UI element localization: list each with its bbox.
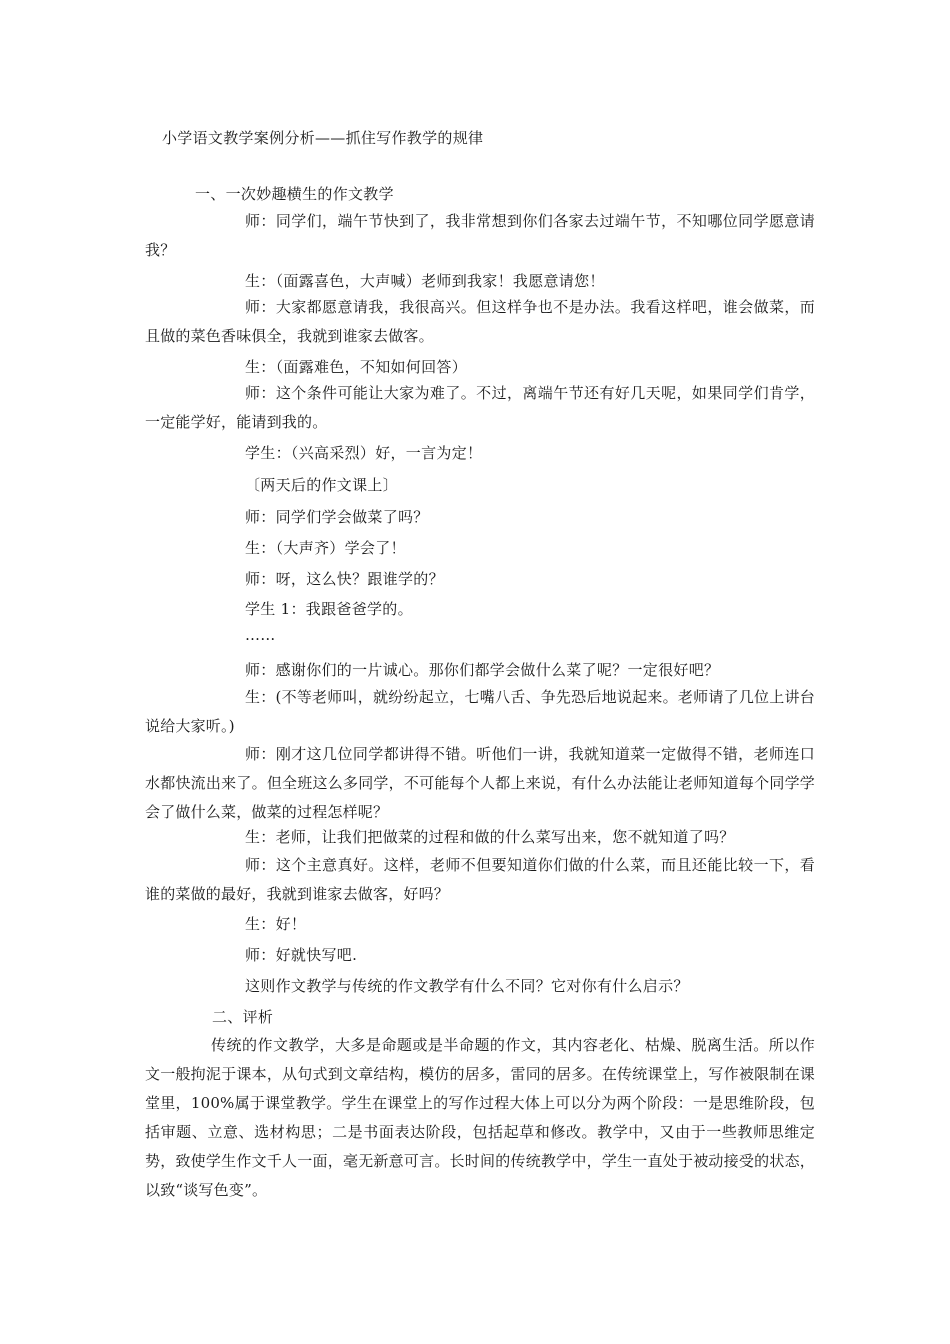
paragraph: 师：这个条件可能让大家为难了。不过，离端午节还有好几天呢，如果同学们肯学，一定能学好，能请到我的。	[145, 384, 815, 431]
paragraph: 师：感谢你们的一片诚心。那你们都学会做什么菜了呢？一定很好吧？	[245, 661, 720, 679]
paragraph: 师：刚才这几位同学都讲得不错。听他们一讲，我就知道菜一定做得不错，老师连口水都快流出来了。但全班这么多同学，不可能每个人都上来说，有什么办法能让老师知道每个同学学会了做什么菜，做菜的过程怎样呢？	[145, 745, 815, 821]
paragraph: 师：同学们学会做菜了吗？	[245, 508, 429, 526]
section-heading-2: 二、评析	[212, 1008, 274, 1026]
paragraph: 学生：（兴高采烈）好，一言为定！	[245, 444, 483, 462]
paragraph: 师：同学们，端午节快到了，我非常想到你们各家去过端午节，不知哪位同学愿意请我？	[145, 212, 815, 259]
paragraph: 学生 1：我跟爸爸学的。	[245, 600, 413, 618]
paragraph: 师：好就快写吧.	[245, 946, 358, 964]
document-title: 小学语文教学案例分析——抓住写作教学的规律	[162, 129, 484, 147]
paragraph: 〔两天后的作文课上〕	[245, 476, 399, 494]
paragraph: 生：（面露难色，不知如何回答）	[245, 358, 468, 376]
paragraph: 这则作文教学与传统的作文教学有什么不同？它对你有什么启示？	[245, 977, 689, 995]
paragraph: 师：这个主意真好。这样，老师不但要知道你们做的什么菜，而且还能比较一下，看谁的菜做的最好，我就到谁家去做客，好吗？	[145, 856, 815, 903]
paragraph: 师：大家都愿意请我，我很高兴。但这样争也不是办法。我看这样吧，谁会做菜，而且做的菜色香味俱全，我就到谁家去做客。	[145, 298, 815, 345]
paragraph: 生：老师，让我们把做菜的过程和做的什么菜写出来，您不就知道了吗？	[245, 828, 735, 846]
paragraph: 师：呀，这么快？跟谁学的？	[245, 570, 444, 588]
paragraph: 生：（大声齐）学会了！	[245, 539, 406, 557]
paragraph: 传统的作文教学，大多是命题或是半命题的作文，其内容老化、枯燥、脱离生活。所以作文一般拘泥于课本，从句式到文章结构，模仿的居多，雷同的居多。在传统课堂上，写作被限制在课堂里，100%属于课堂教学。学生在课堂上的写作过程大体上可以分为两个阶段：一是思维阶段，包括审题、立意、选材构思；二是书面表达阶段，包括起草和修改。教学中，又由于一些教师思维定势，致使学生作文千人一面，毫无新意可言。长时间的传统教学中，学生一直处于被动接受的状态，以致“谈写色变”。	[145, 1036, 815, 1199]
section-heading-1: 一、一次妙趣横生的作文教学	[195, 185, 394, 203]
paragraph: 生：(不等老师叫，就纷纷起立，七嘴八舌、争先恐后地说起来。老师请了几位上讲台说给大家听。)	[145, 688, 815, 735]
paragraph: 生：（面露喜色，大声喊）老师到我家！我愿意请您！	[245, 272, 605, 290]
paragraph: ……	[245, 626, 276, 644]
paragraph: 生：好！	[245, 915, 307, 933]
